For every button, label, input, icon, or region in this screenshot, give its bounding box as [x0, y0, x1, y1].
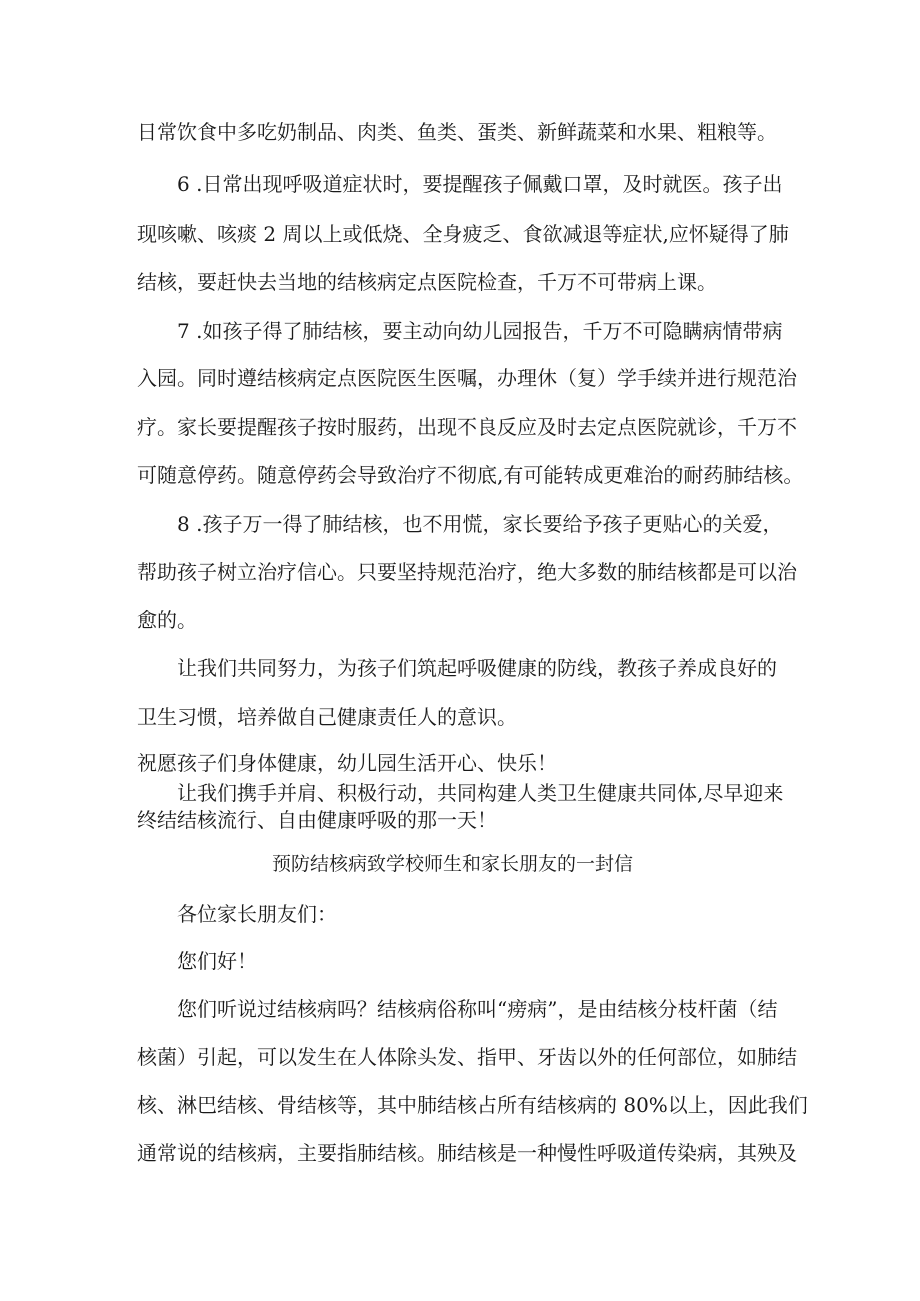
- body-text-line: 核、淋巴结核、骨结核等，其中肺结核占所有结核病的 80%以上，因此我们: [137, 1093, 808, 1117]
- letter-salutation: 各位家长朋友们：: [177, 902, 337, 926]
- list-item-7: 7 .如孩子得了肺结核，要主动向幼儿园报告，千万不可隐瞒病情带病: [177, 319, 783, 343]
- body-text-line: 卫生习惯，培养做自己健康责任人的意识。: [137, 705, 517, 729]
- closing-paragraph: 让我们共同努力，为孩子们筑起呼吸健康的防线，教孩子养成良好的: [177, 656, 777, 680]
- closing-paragraph: 让我们携手并肩、积极行动，共同构建人类卫生健康共同体,尽早迎来: [177, 781, 784, 805]
- list-item-6: 6 .日常出现呼吸道症状时，要提醒孩子佩戴口罩，及时就医。孩子出: [177, 172, 783, 196]
- body-text-line: 终结结核流行、自由健康呼吸的那一天！: [137, 808, 497, 832]
- body-text-line: 愈的。: [137, 608, 197, 632]
- list-item-8: 8 .孩子万一得了肺结核，也不用慌，家长要给予孩子更贴心的关爱，: [177, 512, 783, 536]
- body-text-line: 结核，要赶快去当地的结核病定点医院检查，千万不可带病上课。: [137, 270, 717, 294]
- wish-line: 祝愿孩子们身体健康，幼儿园生活开心、快乐！: [137, 751, 557, 775]
- body-text-line: 核菌）引起，可以发生在人体除头发、指甲、牙齿以外的任何部位，如肺结: [137, 1045, 797, 1069]
- letter-title: 预防结核病致学校师生和家长朋友的一封信: [272, 853, 634, 875]
- body-text-line: 入园。同时遵结核病定点医院医生医嘱，办理休（复）学手续并进行规范治: [137, 366, 797, 390]
- body-text-line: 通常说的结核病，主要指肺结核。肺结核是一种慢性呼吸道传染病，其殃及: [137, 1141, 797, 1165]
- body-text-line: 疗。家长要提醒孩子按时服药，出现不良反应及时去定点医院就诊，千万不: [137, 415, 797, 439]
- body-text-line: 现咳嗽、咳痰 2 周以上或低烧、全身疲乏、食欲减退等症状,应怀疑得了肺: [137, 222, 789, 246]
- letter-greeting: 您们好！: [177, 949, 257, 973]
- body-text-line: 您们听说过结核病吗？结核病俗称叫“痨病”，是由结核分枝杆菌（结: [177, 997, 778, 1021]
- body-text-line: 帮助孩子树立治疗信心。只要坚持规范治疗，绝大多数的肺结核都是可以治: [137, 560, 797, 584]
- body-text-line: 日常饮食中多吃奶制品、肉类、鱼类、蛋类、新鲜蔬菜和水果、粗粮等。: [137, 120, 777, 144]
- body-text-line: 可随意停药。随意停药会导致治疗不彻底,有可能转成更难治的耐药肺结核。: [137, 463, 804, 487]
